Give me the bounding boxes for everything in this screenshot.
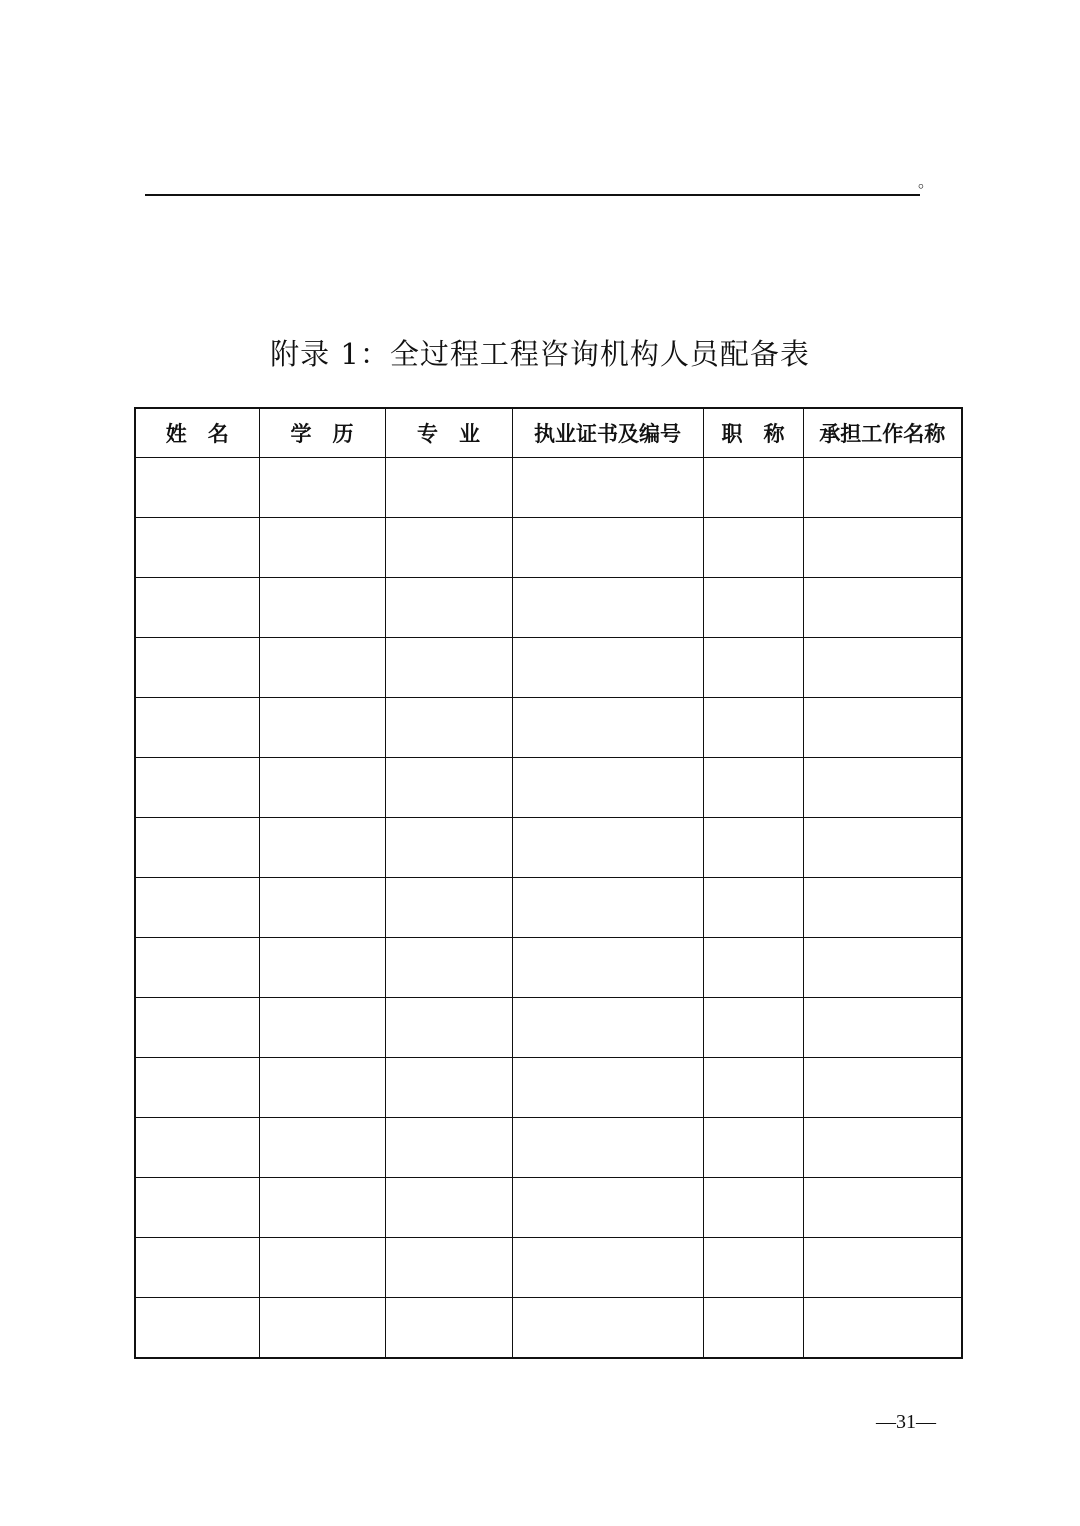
table-cell (803, 1118, 962, 1178)
table-cell (703, 638, 803, 698)
appendix-title: 附录 1：全过程工程咨询机构人员配备表 (270, 337, 810, 371)
table-cell (512, 1118, 703, 1178)
table-row (135, 758, 962, 818)
table-cell (135, 818, 259, 878)
table-cell (512, 1238, 703, 1298)
table-cell (259, 638, 385, 698)
table-cell (135, 578, 259, 638)
table-cell (703, 818, 803, 878)
table-cell (259, 1238, 385, 1298)
table-body (135, 458, 962, 1359)
table-cell (135, 638, 259, 698)
table-row (135, 458, 962, 518)
table-cell (259, 698, 385, 758)
table-cell (385, 1058, 512, 1118)
table-row (135, 1178, 962, 1238)
table-cell (385, 698, 512, 758)
table-cell (385, 518, 512, 578)
table-cell (259, 458, 385, 518)
header-professional-title: 职 称 (703, 408, 803, 458)
table-cell (385, 878, 512, 938)
table-row (135, 518, 962, 578)
staff-allocation-table (134, 407, 963, 1359)
table-cell (385, 458, 512, 518)
table-cell (703, 1058, 803, 1118)
table-cell (259, 1058, 385, 1118)
table-cell (703, 458, 803, 518)
table-cell (135, 1238, 259, 1298)
table-row (135, 698, 962, 758)
table-row (135, 878, 962, 938)
table-cell (803, 938, 962, 998)
table-row (135, 1058, 962, 1118)
table-cell (135, 1058, 259, 1118)
table-cell (803, 698, 962, 758)
table-cell (803, 818, 962, 878)
table-cell (135, 758, 259, 818)
table-cell (803, 1238, 962, 1298)
table-cell (385, 758, 512, 818)
table-cell (135, 458, 259, 518)
table-cell (803, 578, 962, 638)
table-cell (803, 758, 962, 818)
table-cell (512, 1178, 703, 1238)
table-cell (512, 878, 703, 938)
header-major: 专 业 (385, 408, 512, 458)
header-name: 姓 名 (135, 408, 259, 458)
table-cell (703, 938, 803, 998)
table-cell (135, 1178, 259, 1238)
table-row (135, 1238, 962, 1298)
header-certificate-number: 执业证书及编号 (512, 408, 703, 458)
table-cell (512, 818, 703, 878)
table-cell (259, 518, 385, 578)
table-cell (512, 938, 703, 998)
table-cell (803, 1058, 962, 1118)
table-cell (259, 818, 385, 878)
blank-fill-line (145, 194, 920, 196)
table-cell (512, 1298, 703, 1359)
table-cell (259, 1298, 385, 1359)
table-cell (512, 698, 703, 758)
table-row (135, 578, 962, 638)
table-cell (385, 1118, 512, 1178)
table-row (135, 1298, 962, 1359)
table-cell (703, 758, 803, 818)
table-cell (135, 1118, 259, 1178)
table-cell (512, 458, 703, 518)
table-cell (703, 878, 803, 938)
table-cell (135, 698, 259, 758)
table-cell (512, 998, 703, 1058)
table-cell (703, 1298, 803, 1359)
table-cell (703, 1118, 803, 1178)
table-cell (803, 638, 962, 698)
line-end-period: 。 (918, 172, 935, 191)
table-cell (259, 758, 385, 818)
table-row (135, 818, 962, 878)
table-cell (703, 578, 803, 638)
table-cell (135, 1298, 259, 1359)
table-cell (703, 518, 803, 578)
table-cell (385, 938, 512, 998)
table-cell (703, 998, 803, 1058)
table-row (135, 998, 962, 1058)
table-cell (512, 638, 703, 698)
table-cell (803, 1178, 962, 1238)
table-cell (259, 878, 385, 938)
header-assigned-work: 承担工作名称 (803, 408, 962, 458)
table-cell (385, 818, 512, 878)
table-cell (803, 518, 962, 578)
table-cell (259, 938, 385, 998)
table-cell (512, 758, 703, 818)
table-cell (135, 938, 259, 998)
table-cell (259, 1178, 385, 1238)
table-header-row (135, 408, 962, 458)
table-cell (259, 578, 385, 638)
table-cell (259, 998, 385, 1058)
table-cell (803, 878, 962, 938)
table-cell (385, 1298, 512, 1359)
table-cell (512, 1058, 703, 1118)
table-cell (385, 578, 512, 638)
table-cell (803, 1298, 962, 1359)
table-row (135, 638, 962, 698)
table-cell (135, 518, 259, 578)
table-cell (259, 1118, 385, 1178)
table-cell (703, 698, 803, 758)
header-education: 学 历 (259, 408, 385, 458)
page-number: —31— (876, 1411, 936, 1433)
table-cell (803, 998, 962, 1058)
table-cell (385, 1178, 512, 1238)
table-cell (703, 1178, 803, 1238)
table-cell (385, 998, 512, 1058)
table-cell (135, 998, 259, 1058)
table-cell (385, 1238, 512, 1298)
table-cell (803, 458, 962, 518)
table-cell (512, 518, 703, 578)
table-row (135, 938, 962, 998)
table-cell (385, 638, 512, 698)
table-cell (703, 1238, 803, 1298)
table-cell (512, 578, 703, 638)
table-cell (135, 878, 259, 938)
table-row (135, 1118, 962, 1178)
